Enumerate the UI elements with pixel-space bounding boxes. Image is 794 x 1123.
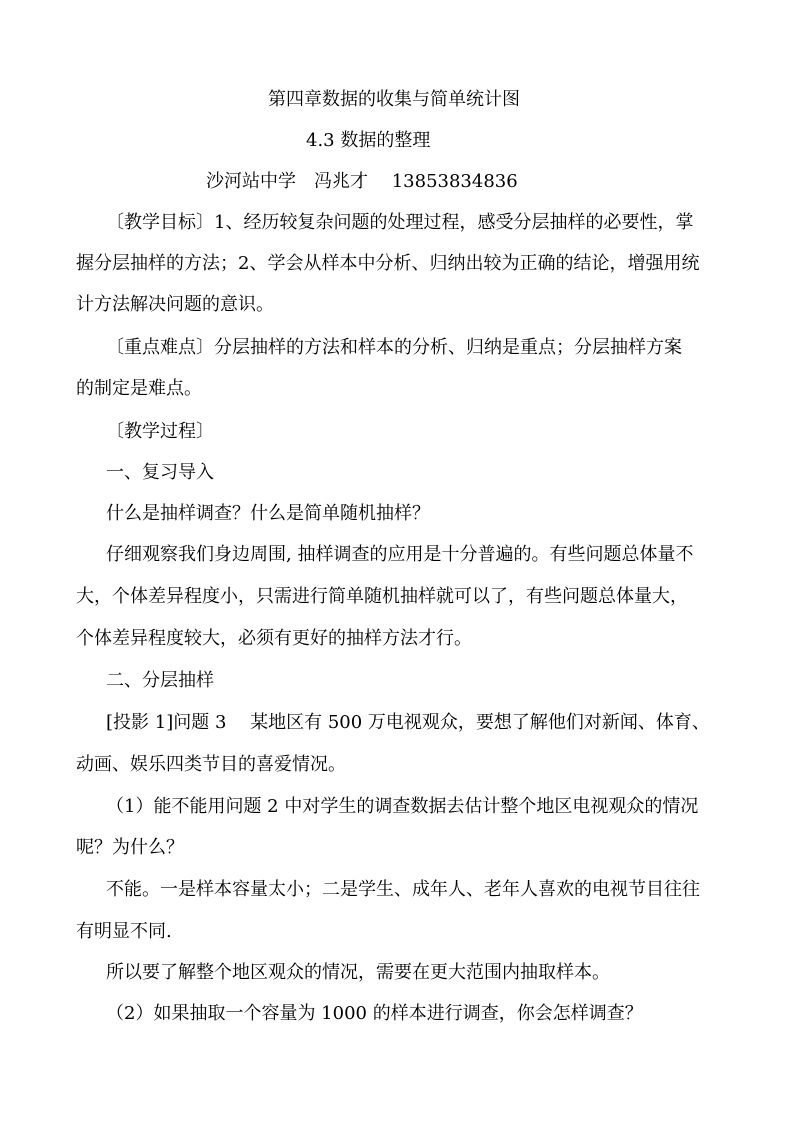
paragraph-1-line-1: 仔细观察我们身边周围, 抽样调查的应用是十分普遍的。有些问题总体量不 [106, 544, 694, 565]
key-points-line-1: 〔重点难点〕分层抽样的方法和样本的分析、归纳是重点；分层抽样方案 [106, 337, 682, 358]
section-title: 4.3 数据的整理 [306, 130, 431, 151]
sub-question-1-line-2: 呢？为什么？ [76, 837, 184, 858]
objectives-line-2: 握分层抽样的方法；2、学会从样本中分析、归纳出较为正确的结论，增强用统 [76, 253, 700, 274]
sub-question-2: （2）如果抽取一个容量为 1000 的样本进行调查，你会怎样调查？ [106, 1003, 643, 1024]
author-line: 沙河站中学 冯兆才 13853834836 [206, 171, 518, 192]
objectives-line-1: 〔教学目标〕1、经历较复杂问题的处理过程，感受分层抽样的必要性，掌 [106, 212, 694, 233]
answer-1-line-1: 不能。一是样本容量太小；二是学生、成年人、老年人喜欢的电视节目往往 [106, 879, 700, 900]
problem-3-line-1: [投影 1]问题 3 某地区有 500 万电视观众，要想了解他们对新闻、体育、 [106, 712, 710, 733]
question-1: 什么是抽样调查？什么是简单随机抽样？ [106, 503, 430, 524]
section-1-heading: 一、复习导入 [106, 462, 214, 483]
answer-1-line-2: 有明显不同. [76, 921, 172, 942]
problem-3-line-2: 动画、娱乐四类节目的喜爱情况。 [76, 754, 346, 775]
process-heading: 〔教学过程〕 [106, 421, 214, 442]
key-points-line-2: 的制定是难点。 [76, 378, 202, 399]
section-2-heading: 二、分层抽样 [106, 670, 214, 691]
chapter-title: 第四章数据的收集与简单统计图 [268, 89, 520, 110]
conclusion-line: 所以要了解整个地区观众的情况，需要在更大范围内抽取样本。 [106, 962, 610, 983]
paragraph-1-line-3: 个体差异程度较大，必须有更好的抽样方法才行。 [76, 628, 472, 649]
objectives-line-3: 计方法解决问题的意识。 [76, 294, 274, 315]
sub-question-1-line-1: （1）能不能用问题 2 中对学生的调查数据去估计整个地区电视观众的情况 [106, 796, 699, 817]
paragraph-1-line-2: 大，个体差异程度小，只需进行简单随机抽样就可以了，有些问题总体量大， [76, 586, 688, 607]
